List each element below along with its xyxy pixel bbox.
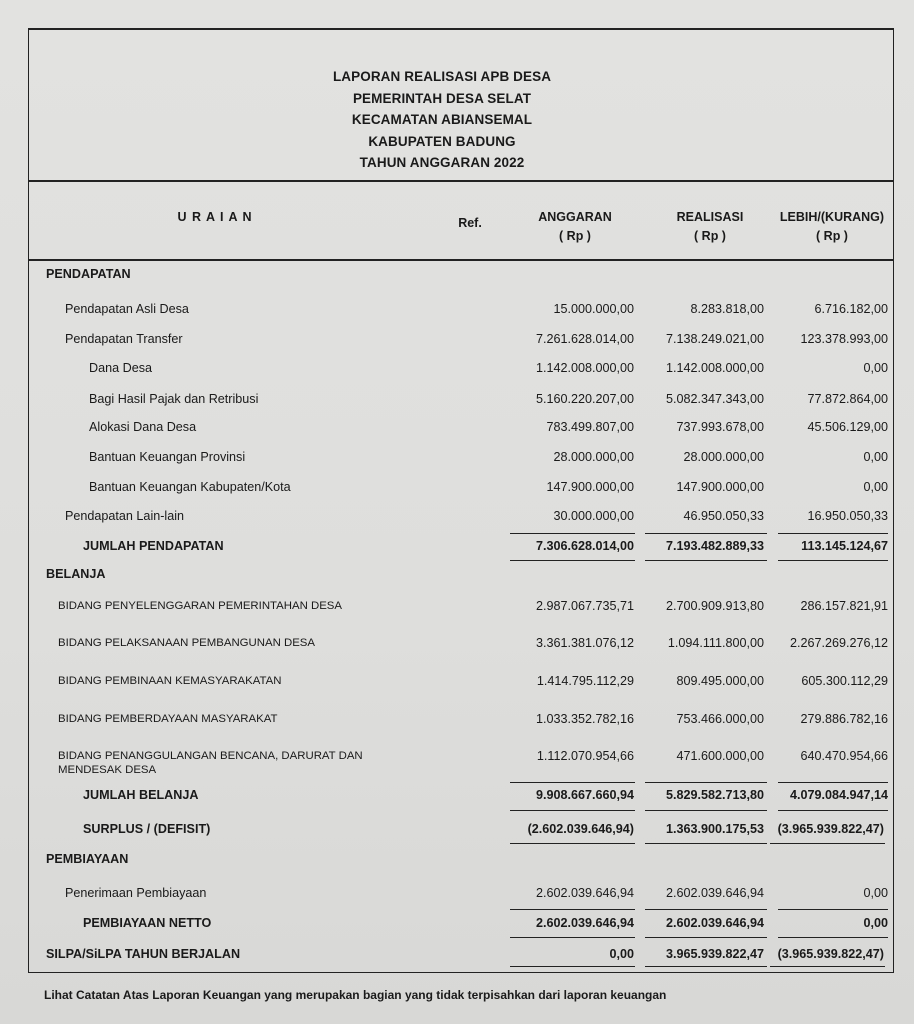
anggaran-value: 2.987.067.735,71 (535, 599, 634, 613)
report-title (0, 66, 914, 174)
anggaran-unit: ( Rp ) (559, 229, 591, 243)
realisasi-value: 1.094.111.800,00 (667, 636, 764, 650)
title-line: TAHUN ANGGARAN 2022 (359, 155, 525, 170)
realisasi-value: 471.600.000,00 (676, 749, 764, 763)
surplus-defisit-row (0, 822, 914, 842)
column-header-realisasi (645, 208, 775, 246)
total-underline (510, 810, 635, 811)
anggaran-value: 15.000.000,00 (553, 302, 634, 316)
silpa-row (0, 947, 914, 967)
sum-underline (645, 909, 767, 910)
anggaran-value: 3.361.381.076,12 (535, 636, 634, 650)
anggaran-value: 0,00 (609, 947, 634, 961)
title-line: LAPORAN REALISASI APB DESA (332, 69, 552, 84)
table-row (0, 450, 914, 470)
lebih-value: 640.470.954,66 (800, 749, 888, 763)
total-underline (770, 843, 885, 844)
row-label: BIDANG PENANGGULANGAN BENCANA, DARURAT DAN (58, 750, 363, 762)
anggaran-value: 1.142.008.000,00 (535, 361, 634, 375)
row-label: PENDAPATAN (46, 267, 131, 281)
row-label: Bantuan Keuangan Provinsi (89, 450, 246, 464)
column-header-lebih-kurang (770, 208, 894, 246)
section-pendapatan (0, 267, 914, 287)
anggaran-value: 5.160.220.207,00 (535, 392, 634, 406)
row-label: Pendapatan Asli Desa (65, 302, 189, 316)
section-belanja (0, 567, 914, 587)
row-label: BIDANG PEMBINAAN KEMASYARAKATAN (58, 675, 282, 687)
realisasi-value: 737.993.678,00 (676, 420, 764, 434)
lebih-value: 77.872.864,00 (807, 392, 888, 406)
row-label: Bantuan Keuangan Kabupaten/Kota (89, 480, 291, 494)
lebih-value: 45.506.129,00 (807, 420, 888, 434)
total-underline (778, 560, 888, 561)
total-underline (645, 560, 767, 561)
lebih-value: 0,00 (863, 886, 888, 900)
table-row (0, 420, 914, 440)
total-row-pendapatan (0, 539, 914, 559)
realisasi-value: 2.700.909.913,80 (665, 599, 764, 613)
row-label: BIDANG PENYELENGGARAN PEMERINTAHAN DESA (58, 600, 342, 612)
lebih-value: 0,00 (863, 480, 888, 494)
row-label: BELANJA (46, 567, 106, 581)
lebih-value: 16.950.050,33 (807, 509, 888, 523)
header-divider (28, 180, 894, 182)
row-label: Pendapatan Transfer (65, 332, 183, 346)
anggaran-value: (2.602.039.646,94) (527, 822, 634, 836)
table-row (0, 636, 914, 656)
sum-underline (645, 782, 767, 783)
column-header-anggaran (510, 208, 640, 246)
realisasi-value: 2.602.039.646,94 (665, 886, 764, 900)
lebih-value: (3.965.939.822,47) (777, 822, 884, 836)
realisasi-value: 5.829.582.713,80 (665, 788, 764, 802)
realisasi-value: 28.000.000,00 (683, 450, 764, 464)
table-row (0, 749, 914, 781)
table-row (0, 886, 914, 906)
section-pembiayaan (0, 852, 914, 872)
realisasi-value: 7.193.482.889,33 (665, 539, 764, 553)
table-row (0, 392, 914, 412)
row-label: PEMBIAYAAN (46, 852, 129, 866)
sum-underline (510, 533, 635, 534)
table-row (0, 361, 914, 381)
column-header-uraian: U R A I A N (177, 210, 253, 224)
lebih-value: 6.716.182,00 (814, 302, 888, 316)
footer-note: Lihat Catatan Atas Laporan Keuangan yang merupakan bagian yang tidak terpisahkan dari laporan keuangan (44, 988, 667, 1002)
lebih-value: 279.886.782,16 (800, 712, 888, 726)
row-label: JUMLAH BELANJA (83, 788, 199, 802)
total-underline (645, 966, 767, 967)
row-label: Alokasi Dana Desa (89, 420, 197, 434)
lebih-value: (3.965.939.822,47) (777, 947, 884, 961)
anggaran-value: 783.499.807,00 (546, 420, 634, 434)
row-label: Dana Desa (89, 361, 153, 375)
pembiayaan-netto-row (0, 916, 914, 936)
row-label: BIDANG PEMBERDAYAAN MASYARAKAT (58, 713, 278, 725)
lebih-unit: ( Rp ) (816, 229, 848, 243)
table-row (0, 674, 914, 694)
anggaran-value: 28.000.000,00 (553, 450, 634, 464)
table-row (0, 599, 914, 619)
table-row (0, 302, 914, 322)
realisasi-value: 2.602.039.646,94 (665, 916, 764, 930)
anggaran-value: 7.261.628.014,00 (535, 332, 634, 346)
anggaran-label: ANGGARAN (538, 210, 612, 224)
realisasi-value: 147.900.000,00 (676, 480, 764, 494)
anggaran-value: 1.033.352.782,16 (535, 712, 634, 726)
lebih-value: 286.157.821,91 (800, 599, 888, 613)
lebih-value: 4.079.084.947,14 (789, 788, 888, 802)
realisasi-value: 809.495.000,00 (676, 674, 764, 688)
lebih-value: 0,00 (863, 916, 888, 930)
anggaran-value: 30.000.000,00 (553, 509, 634, 523)
total-underline (778, 810, 888, 811)
anggaran-value: 1.112.070.954,66 (536, 749, 634, 763)
realisasi-value: 5.082.347.343,00 (665, 392, 764, 406)
total-underline (770, 966, 885, 967)
lebih-value: 605.300.112,29 (801, 674, 888, 688)
realisasi-unit: ( Rp ) (694, 229, 726, 243)
table-row (0, 480, 914, 500)
realisasi-label: REALISASI (676, 210, 744, 224)
lebih-value: 0,00 (863, 450, 888, 464)
table-row (0, 509, 914, 529)
total-underline (510, 843, 635, 844)
total-underline (645, 843, 767, 844)
lebih-value: 2.267.269.276,12 (789, 636, 888, 650)
row-label: Penerimaan Pembiayaan (65, 886, 207, 900)
row-label: Bagi Hasil Pajak dan Retribusi (89, 392, 259, 406)
column-header-divider (28, 259, 894, 261)
anggaran-value: 2.602.039.646,94 (535, 886, 634, 900)
row-label: Pendapatan Lain-lain (65, 509, 185, 523)
title-line: PEMERINTAH DESA SELAT (352, 90, 532, 106)
realisasi-value: 8.283.818,00 (690, 302, 764, 316)
anggaran-value: 7.306.628.014,00 (535, 539, 634, 553)
row-label: SURPLUS / (DEFISIT) (83, 822, 211, 836)
sum-underline (778, 909, 888, 910)
total-underline (645, 937, 767, 938)
column-header-ref: Ref. (458, 216, 482, 230)
lebih-value: 123.378.993,00 (800, 332, 888, 346)
total-underline (510, 966, 635, 967)
total-underline (510, 560, 635, 561)
title-line: KECAMATAN ABIANSEMAL (351, 112, 533, 127)
sum-underline (645, 533, 767, 534)
table-row (0, 332, 914, 352)
realisasi-value: 46.950.050,33 (683, 509, 764, 523)
total-underline (778, 937, 888, 938)
sum-underline (778, 533, 888, 534)
total-row-belanja (0, 788, 914, 808)
table-row (0, 712, 914, 732)
lebih-value: 113.145.124,67 (801, 539, 888, 553)
anggaran-value: 1.414.795.112,29 (536, 674, 634, 688)
row-label: PEMBIAYAAN NETTO (83, 916, 212, 930)
sum-underline (778, 782, 888, 783)
realisasi-value: 7.138.249.021,00 (665, 332, 764, 346)
title-line: KABUPATEN BADUNG (368, 133, 516, 149)
sum-underline (510, 909, 635, 910)
realisasi-value: 1.142.008.000,00 (665, 361, 764, 375)
lebih-label: LEBIH/(KURANG) (779, 210, 885, 224)
realisasi-value: 3.965.939.822,47 (665, 947, 764, 961)
total-underline (645, 810, 767, 811)
row-label: JUMLAH PENDAPATAN (83, 539, 224, 553)
realisasi-value: 753.466.000,00 (676, 712, 764, 726)
anggaran-value: 9.908.667.660,94 (535, 788, 634, 802)
row-label: SILPA/SiLPA TAHUN BERJALAN (46, 947, 241, 961)
realisasi-value: 1.363.900.175,53 (665, 822, 764, 836)
total-underline (510, 937, 635, 938)
anggaran-value: 2.602.039.646,94 (535, 916, 634, 930)
row-label-continued: MENDESAK DESA (58, 764, 157, 776)
sum-underline (510, 782, 635, 783)
row-label: BIDANG PELAKSANAAN PEMBANGUNAN DESA (58, 637, 315, 649)
lebih-value: 0,00 (863, 361, 888, 375)
anggaran-value: 147.900.000,00 (546, 480, 634, 494)
